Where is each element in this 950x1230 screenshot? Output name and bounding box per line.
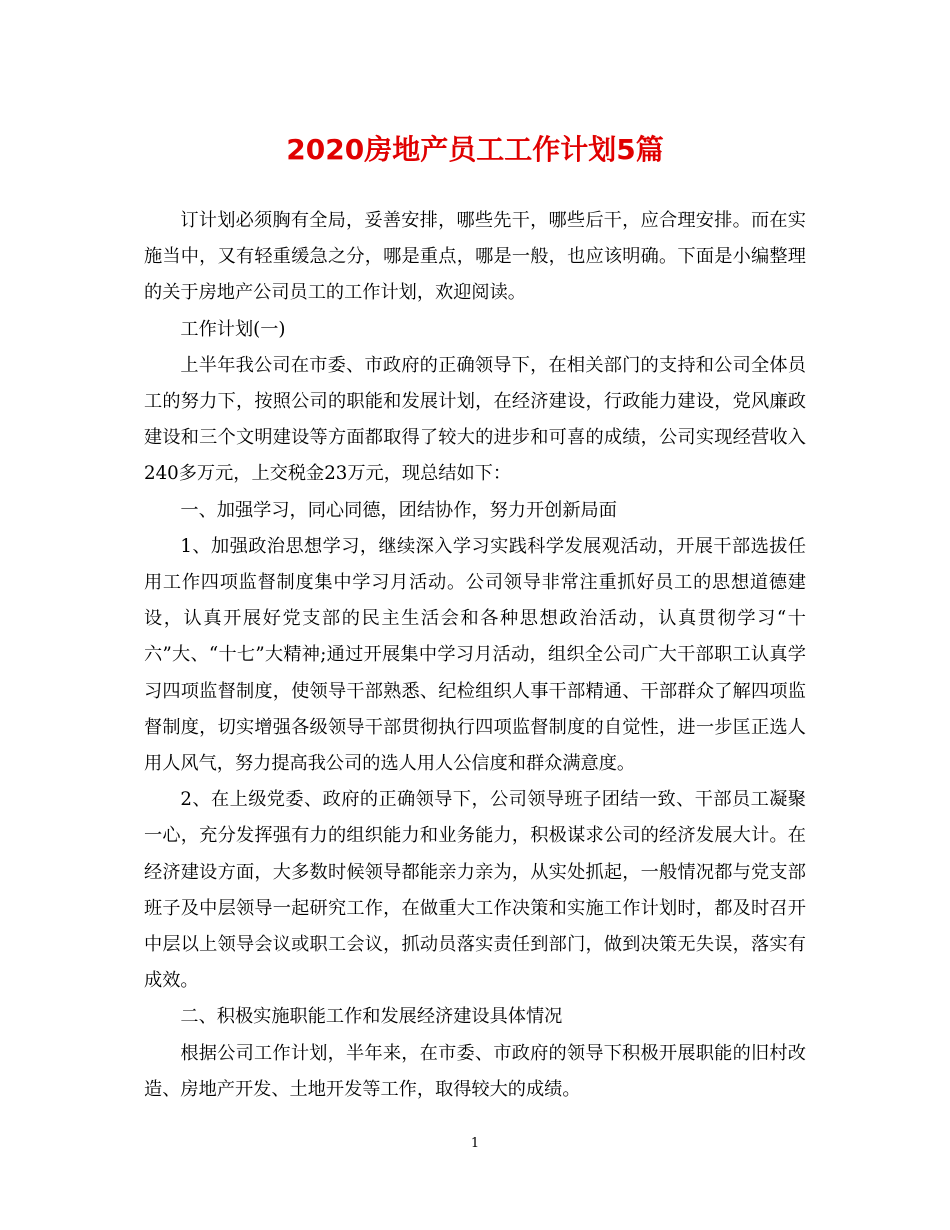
document-body	[144, 203, 806, 1108]
document-title: 2020房地产员工工作计划5篇	[286, 133, 664, 166]
page-number: 1	[470, 1136, 480, 1151]
paragraph-item-2: 2、在上级党委、政府的正确领导下，公司领导班子团结一致、干部员工凝聚一心，充分发挥强有力的组织能力和业务能力，积极谋求公司的经济发展大计。在经济建设方面，大多数时候领导都能亲力亲为，从实处抓起，一般情况都与党支部班子及中层领导一起研究工作，在做重大工作决策和实施工作计划时，都及时召开中层以上领导会议或职工会议，抓动员落实责任到部门，做到决策无失误，落实有成效。	[144, 789, 806, 992]
paragraph-plan-heading: 工作计划(一)	[180, 318, 286, 340]
paragraph-item-1: 1、加强政治思想学习，继续深入学习实践科学发展观活动，开展干部选拔任用工作四项监督制度集中学习月活动。公司领导非常注重抓好员工的思想道德建设，认真开展好党支部的民主生活会和各种思想政治活动，认真贯彻学习“十六”大、“十七”大精神;通过开展集中学习月活动，组织全公司广大干部职工认真学习四项监督制度，使领导干部熟悉、纪检组织人事干部精通、干部群众了解四项监督制度，切实增强各级领导干部贯彻执行四项监督制度的自觉性，进一步匡正选人用人风气，努力提高我公司的选人用人公信度和群众满意度。	[144, 535, 806, 775]
section-heading-1: 一、加强学习，同心同德，团结协作，努力开创新局面	[180, 499, 617, 521]
paragraph-summary: 上半年我公司在市委、市政府的正确领导下，在相关部门的支持和公司全体员工的努力下，按照公司的职能和发展计划，在经济建设，行政能力建设，党风廉政建设和三个文明建设等方面都取得了较大的进步和可喜的成绩，公司实现经营收入240多万元，上交税金23万元，现总结如下：	[144, 354, 806, 485]
section-heading-2: 二、积极实施职能工作和发展经济建设具体情况	[180, 1006, 563, 1028]
paragraph-section-2: 根据公司工作计划，半年来，在市委、市政府的领导下积极开展职能的旧村改造、房地产开发、土地开发等工作，取得较大的成绩。	[144, 1042, 806, 1100]
paragraph-intro: 订计划必须胸有全局，妥善安排，哪些先干，哪些后干，应合理安排。而在实施当中，又有轻重缓急之分，哪是重点，哪是一般，也应该明确。下面是小编整理的关于房地产公司员工的工作计划，欢迎阅读。	[144, 210, 806, 304]
